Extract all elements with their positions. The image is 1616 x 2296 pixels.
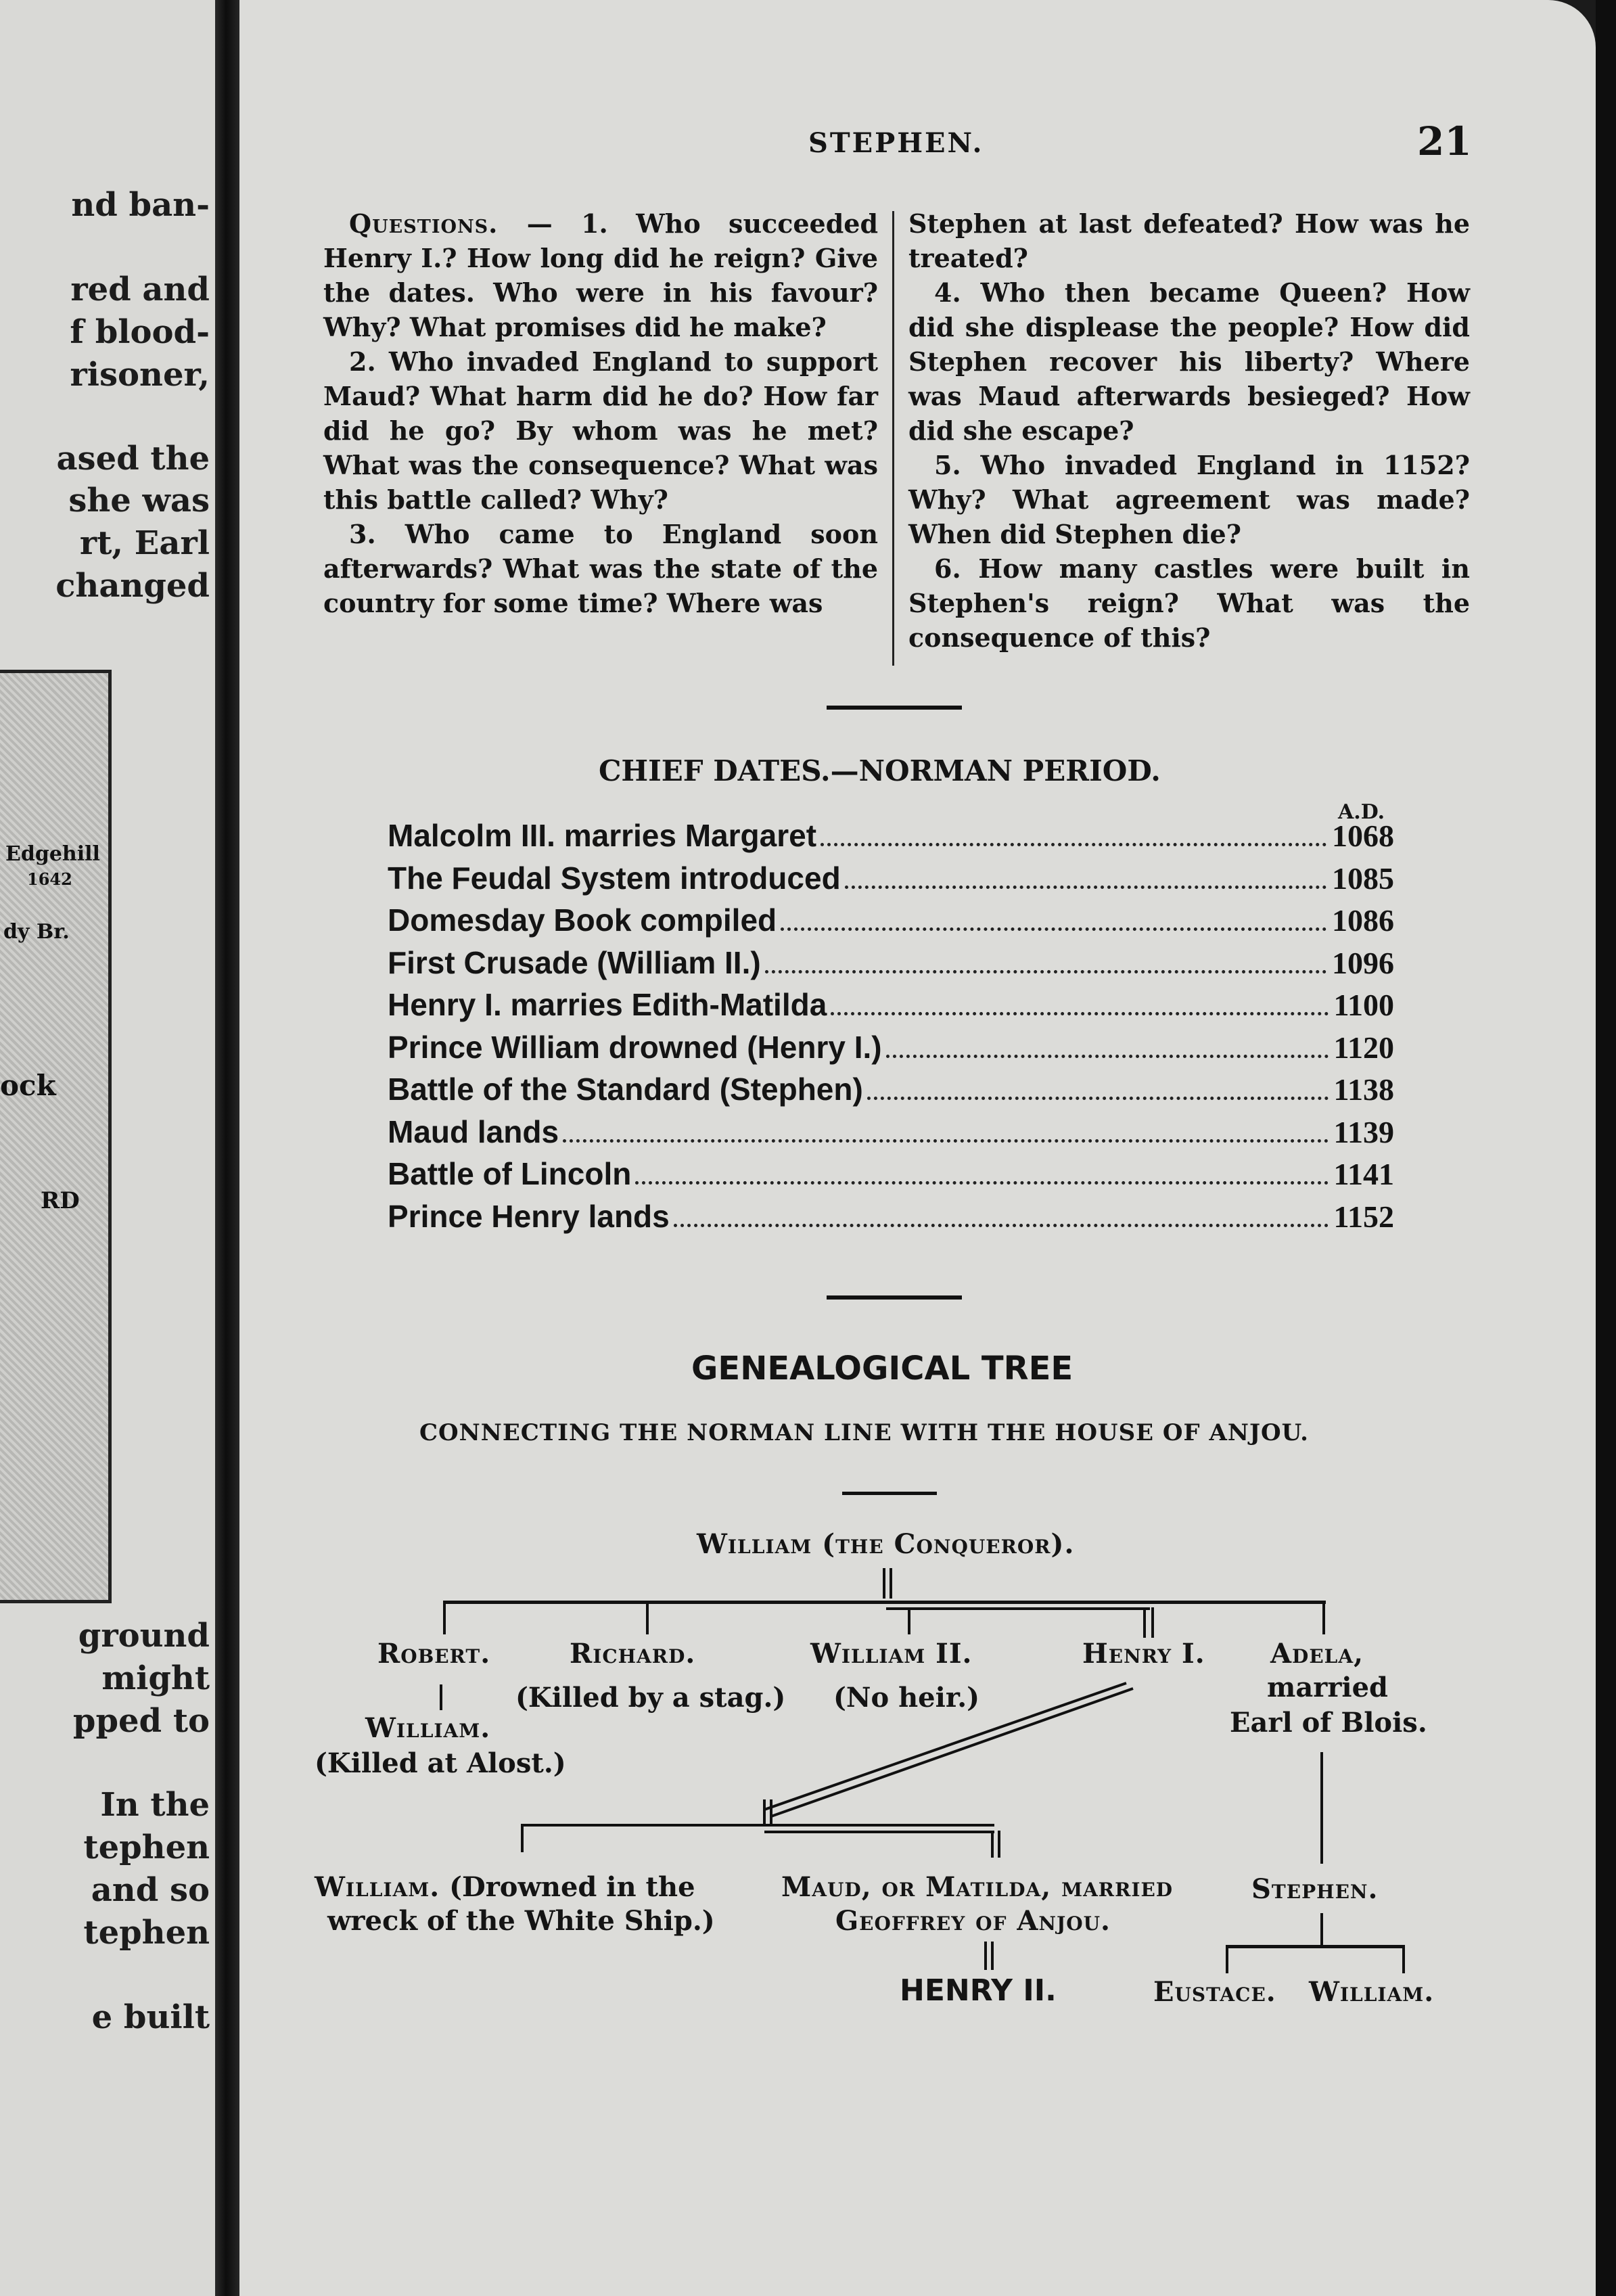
- tree-node-william-white-ship: [315, 1870, 695, 1904]
- tree-line: [443, 1601, 446, 1634]
- tree-line: [991, 1942, 994, 1970]
- tree-node-stephen: Stephen.: [1251, 1873, 1379, 1905]
- question-text: 1. Who succeeded Henry I.? How long did he reign? Give the dates. Who were in his favour? Why? What promises did he make?: [323, 208, 879, 342]
- facing-text-line: f blood-: [70, 313, 210, 351]
- tree-line: [1320, 1752, 1323, 1864]
- facing-text-line: changed: [55, 567, 210, 605]
- date-event: Malcolm III. marries Margaret: [388, 818, 817, 853]
- tree-note-adela-married: married: [1267, 1672, 1389, 1703]
- tree-line: [1322, 1601, 1325, 1634]
- tree-line: [440, 1684, 442, 1710]
- tree-node-henry-i: Henry I.: [1082, 1638, 1205, 1670]
- tree-line: [1143, 1607, 1146, 1638]
- facing-text-line: tephen: [83, 1829, 210, 1866]
- tree-diagonal-connector: [758, 1678, 1136, 1827]
- date-event: Henry I. marries Edith-Matilda: [388, 987, 827, 1022]
- tree-line: [890, 1568, 892, 1599]
- date-event: Prince William drowned (Henry I.): [388, 1029, 882, 1065]
- tree-node-henry-ii: HENRY II.: [900, 1973, 1057, 2008]
- facing-text-line: she was: [68, 482, 210, 520]
- tree-line: [998, 1831, 1000, 1858]
- facing-text-line: ground: [78, 1617, 210, 1655]
- tree-line: [1226, 1945, 1405, 1948]
- tree-line: [646, 1601, 649, 1634]
- date-event: The Feudal System introduced: [388, 860, 841, 896]
- date-year: 1068: [1332, 819, 1394, 853]
- facing-text-line: risoner,: [70, 356, 210, 394]
- tree-line: [521, 1824, 524, 1852]
- date-event: Prince Henry lands: [388, 1198, 670, 1234]
- william-name: William.: [315, 1871, 440, 1903]
- tree-line: [763, 1799, 766, 1825]
- genealogy-title: GENEALOGICAL TREE: [691, 1350, 1074, 1387]
- question-paragraph: 5. Who invaded England in 1152? Why? What agreement was made? When did Stephen die?: [908, 450, 1470, 549]
- map-label: 1642: [27, 869, 72, 889]
- map-label: ock: [0, 1069, 56, 1102]
- tree-line: [1320, 1913, 1323, 1947]
- tree-node-eustace: Eustace.: [1153, 1976, 1276, 2008]
- page-number: 21: [1417, 118, 1472, 164]
- facing-text-line: e built: [91, 1998, 210, 2036]
- facing-text-line: In the: [100, 1786, 210, 1824]
- date-event: First Crusade (William II.): [388, 944, 761, 980]
- tree-line: [908, 1607, 910, 1634]
- facing-text-line: might: [101, 1659, 210, 1697]
- genealogy-subtitle: CONNECTING THE NORMAN LINE WITH THE HOUSE OF ANJOU.: [419, 1419, 1310, 1446]
- date-event: Maud lands: [388, 1113, 559, 1149]
- date-year: 1152: [1333, 1199, 1394, 1234]
- facing-text-line: red and: [70, 271, 210, 308]
- map-label: RD: [41, 1187, 80, 1214]
- tree-note-adela-earl: Earl of Blois.: [1230, 1707, 1427, 1739]
- tree-note-william-alost: (Killed at Alost.): [315, 1747, 566, 1779]
- facing-text-line: tephen: [83, 1914, 210, 1952]
- tree-node-adela: Adela,: [1270, 1638, 1364, 1670]
- map-label: dy Br.: [3, 920, 70, 944]
- tree-node-robert: Robert.: [377, 1638, 491, 1670]
- tree-node-william-son-of-stephen: William.: [1309, 1976, 1435, 2008]
- era-label: A.D.: [1338, 800, 1385, 824]
- chief-dates-title: CHIEF DATES.—NORMAN PERIOD.: [599, 754, 1161, 787]
- tree-line: [1226, 1945, 1228, 1973]
- tree-node-william-ii: William II.: [810, 1638, 973, 1670]
- date-event: Battle of the Standard (Stephen): [388, 1072, 863, 1107]
- question-paragraph: Stephen at last defeated? How was he treated?: [908, 208, 1470, 273]
- tree-node-william-alost: William.: [365, 1712, 491, 1744]
- facing-text-line: and so: [91, 1871, 210, 1909]
- tree-line: [991, 1831, 994, 1858]
- tree-line: [764, 1831, 994, 1833]
- tree-line: [883, 1568, 885, 1599]
- tree-line: [984, 1942, 987, 1970]
- facing-text-line: nd ban-: [71, 186, 210, 224]
- date-year: 1086: [1332, 903, 1394, 938]
- tree-line: [770, 1799, 772, 1825]
- date-year: 1120: [1333, 1030, 1394, 1065]
- date-year: 1138: [1333, 1072, 1394, 1107]
- facing-text-line: ased the: [56, 440, 210, 478]
- tree-note-william-ii: (No heir.): [833, 1682, 980, 1714]
- questions-lead: Questions. —: [349, 208, 553, 239]
- question-paragraph: 2. Who invaded England to support Maud? What harm did he do? How far did he go? By whom was he met? What was the consequence? What was this battle called? Why?: [323, 346, 878, 515]
- tree-note-white-ship-2: wreck of the White Ship.): [327, 1905, 715, 1937]
- question-paragraph: 4. Who then became Queen? How did she displease the people? How did Stephen recover his liberty? Where was Maud afterwards besieged? How did she escape?: [908, 277, 1470, 446]
- tree-note-white-ship-1: (Drowned in the: [449, 1871, 695, 1903]
- tree-note-geoffrey: Geoffrey of Anjou.: [835, 1905, 1111, 1937]
- facing-text-line: rt, Earl: [79, 524, 210, 562]
- running-title: STEPHEN.: [808, 127, 984, 159]
- tree-line: [1151, 1607, 1154, 1638]
- tree-note-richard: (Killed by a stag.): [515, 1682, 786, 1714]
- question-paragraph: 3. Who came to England soon afterwards? What was the state of the country for some time? Where was: [323, 519, 878, 618]
- tree-line: [443, 1601, 1326, 1604]
- map-label: Edgehill: [5, 842, 100, 866]
- date-year: 1141: [1333, 1157, 1394, 1191]
- date-year: 1085: [1332, 860, 1394, 896]
- facing-text-line: pped to: [72, 1702, 210, 1740]
- tree-node-william-conqueror: William (the Conqueror).: [697, 1528, 1075, 1560]
- tree-line: [1402, 1945, 1405, 1973]
- tree-node-maud: Maud, or Matilda, married: [781, 1871, 1174, 1903]
- tree-line: [886, 1607, 1150, 1610]
- tree-node-richard: Richard.: [570, 1638, 696, 1670]
- date-event: Battle of Lincoln: [388, 1156, 632, 1191]
- date-year: 1139: [1333, 1114, 1394, 1149]
- date-year: 1096: [1332, 945, 1394, 980]
- question-paragraph: 6. How many castles were built in Stephen's reign? What was the consequence of this?: [908, 553, 1470, 653]
- date-year: 1100: [1333, 988, 1394, 1022]
- date-event: Domesday Book compiled: [388, 902, 777, 938]
- tree-line: [521, 1824, 994, 1827]
